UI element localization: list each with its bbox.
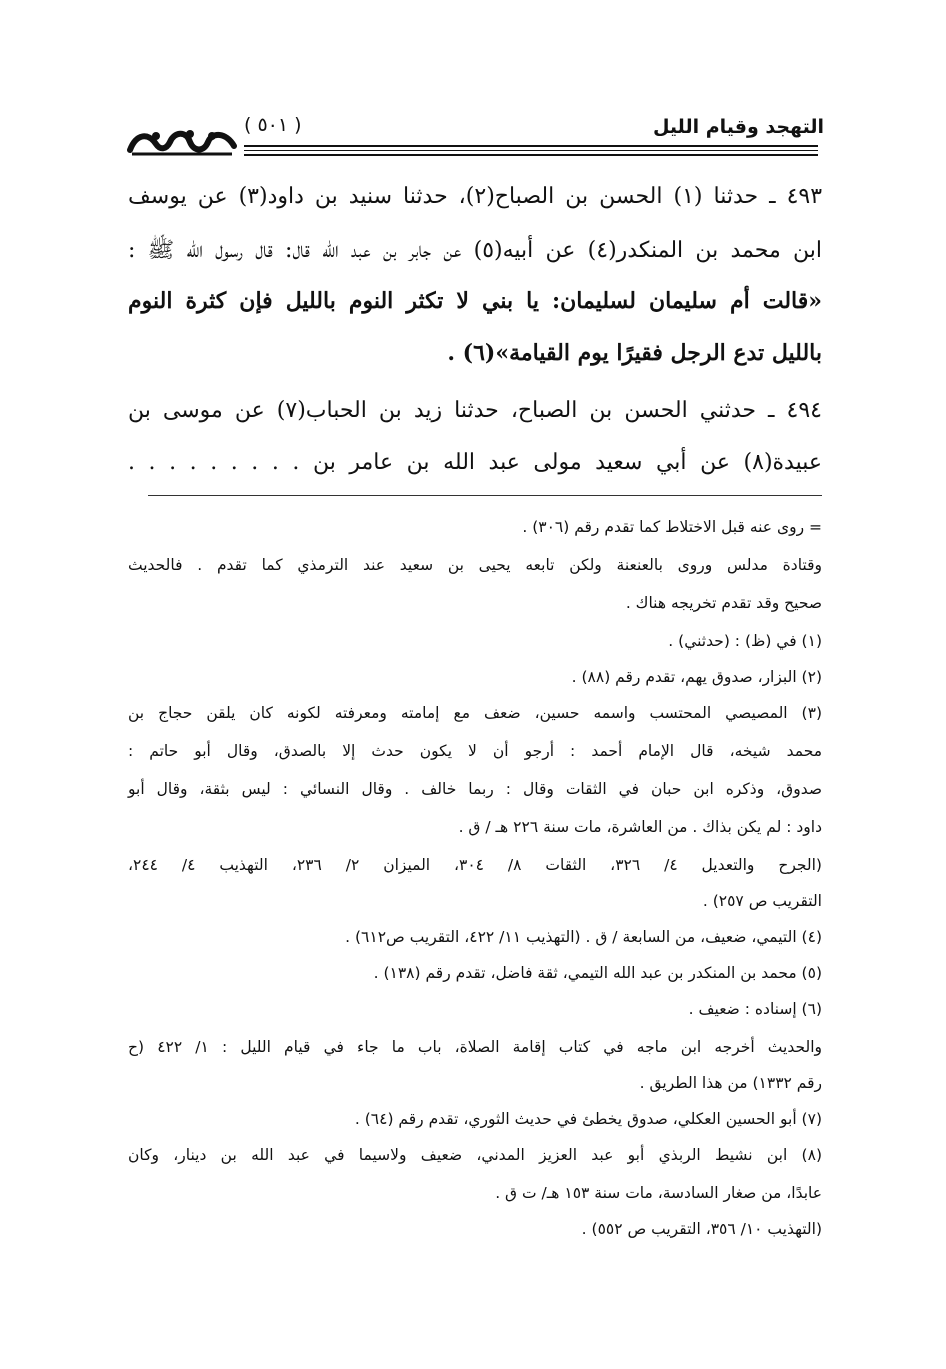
- footnote-line: = روى عنه قبل الاختلاط كما تقدم رقم (٣٠٦) .: [522, 518, 822, 536]
- footnote-5: (٥) محمد بن المنكدر بن عبد الله التيمي، ثقة فاضل، تقدم رقم (١٣٨) .: [373, 964, 822, 982]
- footnote-3: (٣) المصيصي المحتسب واسمه حسين، ضعف مع إمامته ومعرفته لكونه كان يلقن حجاج بن: [128, 704, 822, 722]
- footnote-line: صحيح وقد تقدم تخريجه هناك .: [625, 594, 822, 612]
- page-number: ( ٥٠١ ): [244, 114, 302, 136]
- running-title: التهجد وقيام الليل: [652, 116, 824, 138]
- footnote-1: (١) في (ظ) : (حدثني) .: [668, 632, 822, 650]
- hadith-quote-line: «قالت أم سليمان لسليمان: يا بني لا تكثر النوم بالليل فإن كثرة النوم: [128, 288, 822, 314]
- footnote-6: (٦) إسناده : ضعيف .: [688, 1000, 822, 1018]
- footnote-line: التقريب ص ٢٥٧) .: [702, 892, 822, 910]
- footnote-line: عابدًا، من صغار السادسة، مات سنة ١٥٣ هـ/ ت ق .: [495, 1184, 822, 1202]
- text-line: ابن محمد بن المنكدر(٤) عن أبيه(٥) عن جابر بن عبد الله قال: قال رسول الله ﷺ :: [128, 238, 822, 263]
- header-ornament-icon: [126, 120, 238, 160]
- footnote-line: وقتادة مدلس وروى بالعنعنة ولكن تابعه يحيى بن سعيد عند الترمذي كما تقدم . فالحديث: [128, 556, 822, 574]
- footnote-line: رقم ١٣٣٢) من هذا الطريق .: [639, 1074, 822, 1092]
- footnote-2: (٢) البزار، صدوق يهم، تقدم رقم (٨٨) .: [571, 668, 822, 686]
- footnote-line: داود : لم يكن بذاك . من العاشرة، مات سنة ٢٢٦ هـ / ق .: [458, 818, 822, 836]
- footnote-line: صدوق، وذكره ابن حبان في الثقات وقال : ربما خالف . وقال النسائي : ليس بثقة، وقال أبو: [128, 780, 822, 798]
- text-line: ٤٩٤ ـ حدثني الحسن بن الصباح، حدثنا زيد بن الحباب(٧) عن موسى بن: [128, 398, 822, 423]
- hadith-quote-line: بالليل تدع الرجل فقيرًا يوم القيامة»(٦) .: [447, 340, 822, 366]
- text-line: ٤٩٣ ـ حدثنا (١) الحسن بن الصباح(٢)، حدثنا سنيد بن داود(٣) عن يوسف: [128, 184, 823, 209]
- header-rule-top: [244, 145, 818, 147]
- text-line: عبيدة(٨) عن أبي سعيد مولى عبد الله بن عامر بن . . . . . . . . .: [128, 450, 822, 475]
- footnote-8: (٨) ابن نشيط الربذي أبو عبد العزيز المدني، ضعيف ولاسيما في عبد الله بن دينار، وكان: [128, 1146, 822, 1164]
- footnote-line: والحديث أخرجه ابن ماجه في كتاب إقامة الصلاة، باب ما جاء في قيام الليل : ١/ ٤٢٢ (ح: [128, 1038, 822, 1056]
- footnote-line: (التهذيب ١٠/ ٣٥٦، التقريب ص ٥٥٢) .: [581, 1220, 822, 1238]
- header-rule-middle: [244, 150, 818, 151]
- footnote-4: (٤) التيمي، ضعيف، من السابعة / ق . (التهذيب ١١/ ٤٢٢، التقريب ص٦١٢) .: [345, 928, 822, 946]
- footnote-line: محمد شيخه، قال الإمام أحمد : أرجو أن لا يكون حدث إلا بالصدق، وقال أبو حاتم :: [128, 742, 822, 760]
- header-rule-bottom: [244, 154, 818, 156]
- footnote-separator: [148, 495, 822, 496]
- footnote-line: (الجرح والتعديل ٤/ ٣٢٦، الثقات ٨/ ٣٠٤، الميزان ٢/ ٢٣٦، التهذيب ٤/ ٢٤٤،: [128, 856, 822, 874]
- footnote-7: (٧) أبو الحسين العكلي، صدوق يخطئ في حديث الثوري، تقدم رقم (٦٤) .: [354, 1110, 822, 1128]
